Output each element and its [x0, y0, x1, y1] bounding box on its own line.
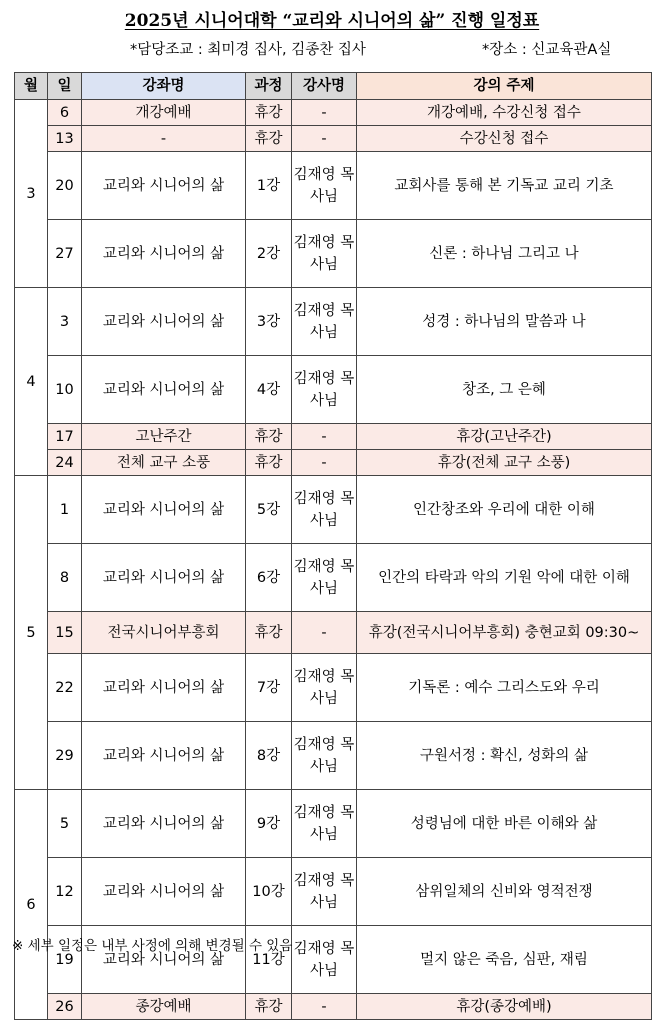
lecturer-cell: 김재영 목사님	[292, 220, 357, 288]
course-cell: 교리와 시니어의 삶	[82, 220, 246, 288]
table-row	[15, 100, 652, 126]
table-header	[15, 73, 652, 100]
course-cell: 교리와 시니어의 삶	[82, 858, 246, 926]
day-cell: 3	[48, 288, 82, 356]
session-cell: 6강	[246, 544, 292, 612]
day-cell: 22	[48, 654, 82, 722]
session-cell: 9강	[246, 790, 292, 858]
day-cell: 6	[48, 100, 82, 126]
course-cell: 교리와 시니어의 삶	[82, 476, 246, 544]
lecturer-cell: 김재영 목사님	[292, 356, 357, 424]
schedule-table	[14, 72, 652, 1020]
session-cell: 3강	[246, 288, 292, 356]
session-cell: 5강	[246, 476, 292, 544]
table-row	[15, 450, 652, 476]
course-cell: 교리와 시니어의 삶	[82, 926, 246, 994]
course-cell: 고난주간	[82, 424, 246, 450]
header-topic: 강의 주제	[357, 73, 652, 100]
footnote: ※ 세부 일정은 내부 사정에 의해 변경될 수 있음	[12, 938, 293, 954]
table-row	[15, 790, 652, 858]
table-row	[15, 612, 652, 654]
session-cell: 7강	[246, 654, 292, 722]
session-cell: 1강	[246, 152, 292, 220]
course-cell: 교리와 시니어의 삶	[82, 654, 246, 722]
month-cell: 4	[15, 288, 48, 476]
topic-cell: 휴강(전국시니어부흥회) 충현교회 09:30~	[357, 612, 652, 654]
session-cell: 휴강	[246, 612, 292, 654]
lecturer-cell: -	[292, 450, 357, 476]
topic-cell: 교회사를 통해 본 기독교 교리 기초	[357, 152, 652, 220]
topic-cell: 창조, 그 은혜	[357, 356, 652, 424]
day-cell: 12	[48, 858, 82, 926]
header-session: 과정	[246, 73, 292, 100]
course-cell: 교리와 시니어의 삶	[82, 544, 246, 612]
header-lecturer: 강사명	[292, 73, 357, 100]
session-cell: 휴강	[246, 450, 292, 476]
topic-cell: 기독론 : 예수 그리스도와 우리	[357, 654, 652, 722]
session-cell: 11강	[246, 926, 292, 994]
lecturer-cell: -	[292, 100, 357, 126]
course-cell: 개강예배	[82, 100, 246, 126]
lecturer-cell: 김재영 목사님	[292, 288, 357, 356]
lecturer-cell: 김재영 목사님	[292, 722, 357, 790]
topic-cell: 휴강(종강예배)	[357, 994, 652, 1020]
lecturer-cell: 김재영 목사님	[292, 152, 357, 220]
lecturer-cell: -	[292, 994, 357, 1020]
session-cell: 휴강	[246, 994, 292, 1020]
lecturer-cell: -	[292, 424, 357, 450]
course-cell: 교리와 시니어의 삶	[82, 722, 246, 790]
table-row	[15, 994, 652, 1020]
day-cell: 13	[48, 126, 82, 152]
course-cell: -	[82, 126, 246, 152]
table-row	[15, 356, 652, 424]
day-cell: 17	[48, 424, 82, 450]
day-cell: 10	[48, 356, 82, 424]
day-cell: 8	[48, 544, 82, 612]
session-cell: 휴강	[246, 424, 292, 450]
topic-cell: 인간의 타락과 악의 기원 악에 대한 이해	[357, 544, 652, 612]
lecturer-cell: 김재영 목사님	[292, 858, 357, 926]
table-row	[15, 858, 652, 926]
topic-cell: 휴강(전체 교구 소풍)	[357, 450, 652, 476]
table-row	[15, 654, 652, 722]
lecturer-cell: -	[292, 126, 357, 152]
table-row	[15, 722, 652, 790]
course-cell: 종강예배	[82, 994, 246, 1020]
session-cell: 10강	[246, 858, 292, 926]
day-cell: 19	[48, 926, 82, 994]
topic-cell: 삼위일체의 신비와 영적전쟁	[357, 858, 652, 926]
table-row	[15, 476, 652, 544]
session-cell: 휴강	[246, 126, 292, 152]
session-cell: 휴강	[246, 100, 292, 126]
assistant-info: *담당조교 : 최미경 집사, 김종찬 집사	[130, 42, 366, 58]
lecturer-cell: 김재영 목사님	[292, 926, 357, 994]
lecturer-cell: 김재영 목사님	[292, 790, 357, 858]
day-cell: 15	[48, 612, 82, 654]
topic-cell: 멀지 않은 죽음, 심판, 재림	[357, 926, 652, 994]
header-day: 일	[48, 73, 82, 100]
course-cell: 전국시니어부흥회	[82, 612, 246, 654]
course-cell: 교리와 시니어의 삶	[82, 288, 246, 356]
month-cell: 3	[15, 100, 48, 288]
topic-cell: 휴강(고난주간)	[357, 424, 652, 450]
table-row	[15, 126, 652, 152]
course-cell: 전체 교구 소풍	[82, 450, 246, 476]
lecturer-cell: 김재영 목사님	[292, 544, 357, 612]
page-title: 2025년 시니어대학 “교리와 시니어의 삶” 진행 일정표	[124, 11, 540, 31]
topic-cell: 성경 : 하나님의 말씀과 나	[357, 288, 652, 356]
session-cell: 8강	[246, 722, 292, 790]
month-cell: 5	[15, 476, 48, 790]
table-row	[15, 424, 652, 450]
lecturer-cell: 김재영 목사님	[292, 654, 357, 722]
month-cell: 6	[15, 790, 48, 1020]
table-row	[15, 220, 652, 288]
header-course: 강좌명	[82, 73, 246, 100]
table-row	[15, 544, 652, 612]
topic-cell: 개강예배, 수강신청 접수	[357, 100, 652, 126]
topic-cell: 수강신청 접수	[357, 126, 652, 152]
header-month: 월	[15, 73, 48, 100]
day-cell: 26	[48, 994, 82, 1020]
course-cell: 교리와 시니어의 삶	[82, 790, 246, 858]
table-row	[15, 288, 652, 356]
topic-cell: 인간창조와 우리에 대한 이해	[357, 476, 652, 544]
lecturer-cell: 김재영 목사님	[292, 476, 357, 544]
day-cell: 1	[48, 476, 82, 544]
day-cell: 20	[48, 152, 82, 220]
day-cell: 27	[48, 220, 82, 288]
topic-cell: 신론 : 하나님 그리고 나	[357, 220, 652, 288]
topic-cell: 구원서정 : 확신, 성화의 삶	[357, 722, 652, 790]
topic-cell: 성령님에 대한 바른 이해와 삶	[357, 790, 652, 858]
table-row	[15, 152, 652, 220]
location-info: *장소 : 신교육관A실	[482, 42, 612, 58]
course-cell: 교리와 시니어의 삶	[82, 152, 246, 220]
session-cell: 2강	[246, 220, 292, 288]
lecturer-cell: -	[292, 612, 357, 654]
day-cell: 5	[48, 790, 82, 858]
day-cell: 29	[48, 722, 82, 790]
course-cell: 교리와 시니어의 삶	[82, 356, 246, 424]
day-cell: 24	[48, 450, 82, 476]
session-cell: 4강	[246, 356, 292, 424]
